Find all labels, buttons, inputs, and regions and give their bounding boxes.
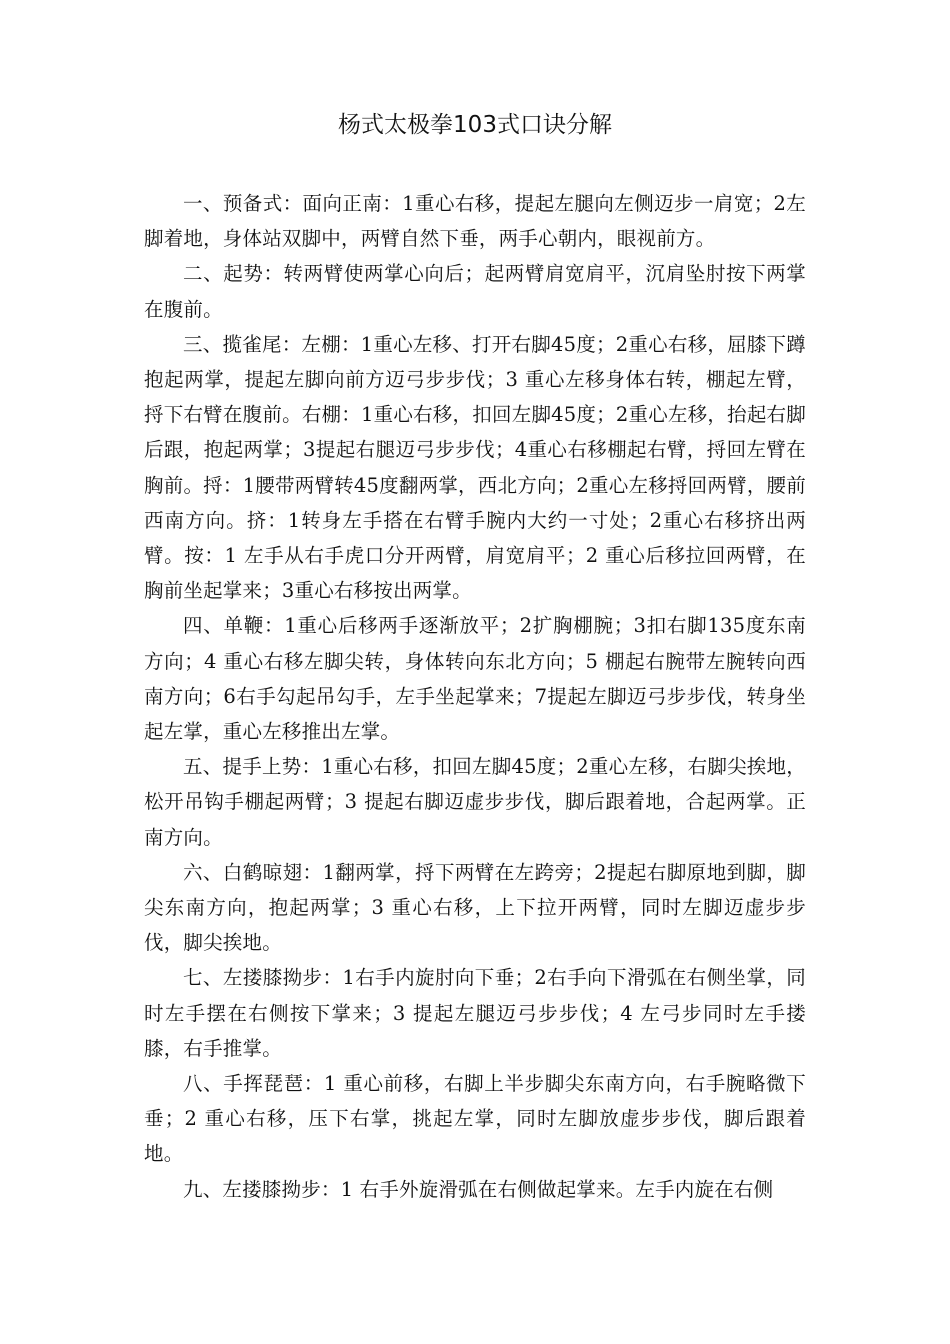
paragraph-4: 四、单鞭：1重心后移两手逐渐放平；2扩胸棚腕；3扣右脚135度东南方向；4 重心右移左脚尖转，身体转向东北方向；5 棚起右腕带左腕转向西南方向；6右手勾起吊勾手，左手坐起掌来；7提起左脚迈弓步步伐，转身坐起左掌，重心左移推出左掌。 [144, 614, 806, 744]
paragraph-3: 三、揽雀尾：左棚：1重心左移、打开右脚45度；2重心右移，屈膝下蹲抱起两掌，提起左脚向前方迈弓步步伐；3 重心左移身体右转，棚起左臂，捋下右臂在腹前。右棚：1重心右移，扣回左脚45度；2重心左移，抬起右脚后跟，抱起两掌；3提起右腿迈弓步步伐；4重心右移棚起右臂，捋回左臂在胸前。捋：1腰带两臂转45度翻两掌，西北方向；2重心左移捋回两臂，腰前西南方向。挤：1转身左手搭在右臂手腕内大约一寸处；2重心右移挤出两臂。按：1 左手从右手虎口分开两臂，肩宽肩平；2 重心后移拉回两臂，在胸前坐起掌来；3重心右移按出两掌。 [144, 332, 806, 603]
paragraph-6: 六、白鹤晾翅：1翻两掌，捋下两臂在左跨旁；2提起右脚原地到脚，脚尖东南方向，抱起两掌；3 重心右移，上下拉开两臂，同时左脚迈虚步步伐，脚尖挨地。 [144, 860, 806, 955]
paragraph-8: 八、手挥琵琶：1 重心前移，右脚上半步脚尖东南方向，右手腕略微下垂；2 重心右移，压下右掌，挑起左掌，同时左脚放虚步步伐，脚后跟着地。 [144, 1072, 806, 1166]
paragraph-7: 七、左搂膝拗步：1右手内旋肘向下垂；2右手向下滑弧在右侧坐掌，同时左手摆在右侧按下掌来；3 提起左腿迈弓步步伐；4 左弓步同时左手搂膝，右手推掌。 [144, 966, 806, 1060]
paragraph-9: 九、左搂膝拗步：1 右手外旋滑弧在右侧做起掌来。左手内旋在右侧 [183, 1177, 774, 1201]
paragraph-2: 二、起势：转两臂使两掌心向后；起两臂肩宽肩平，沉肩坠肘按下两掌在腹前。 [144, 262, 806, 321]
document-body [144, 186, 806, 1207]
paragraph-1: 一、预备式：面向正南：1重心右移，提起左腿向左侧迈步一肩宽；2左脚着地，身体站双脚中，两臂自然下垂，两手心朝内，眼视前方。 [144, 192, 806, 251]
document-title: 杨式太极拳103式口诀分解 [338, 112, 612, 138]
paragraph-5: 五、提手上势：1重心右移，扣回左脚45度；2重心左移，右脚尖挨地，松开吊钩手棚起两臂；3 提起右脚迈虚步步伐，脚后跟着地，合起两掌。正南方向。 [144, 755, 806, 849]
